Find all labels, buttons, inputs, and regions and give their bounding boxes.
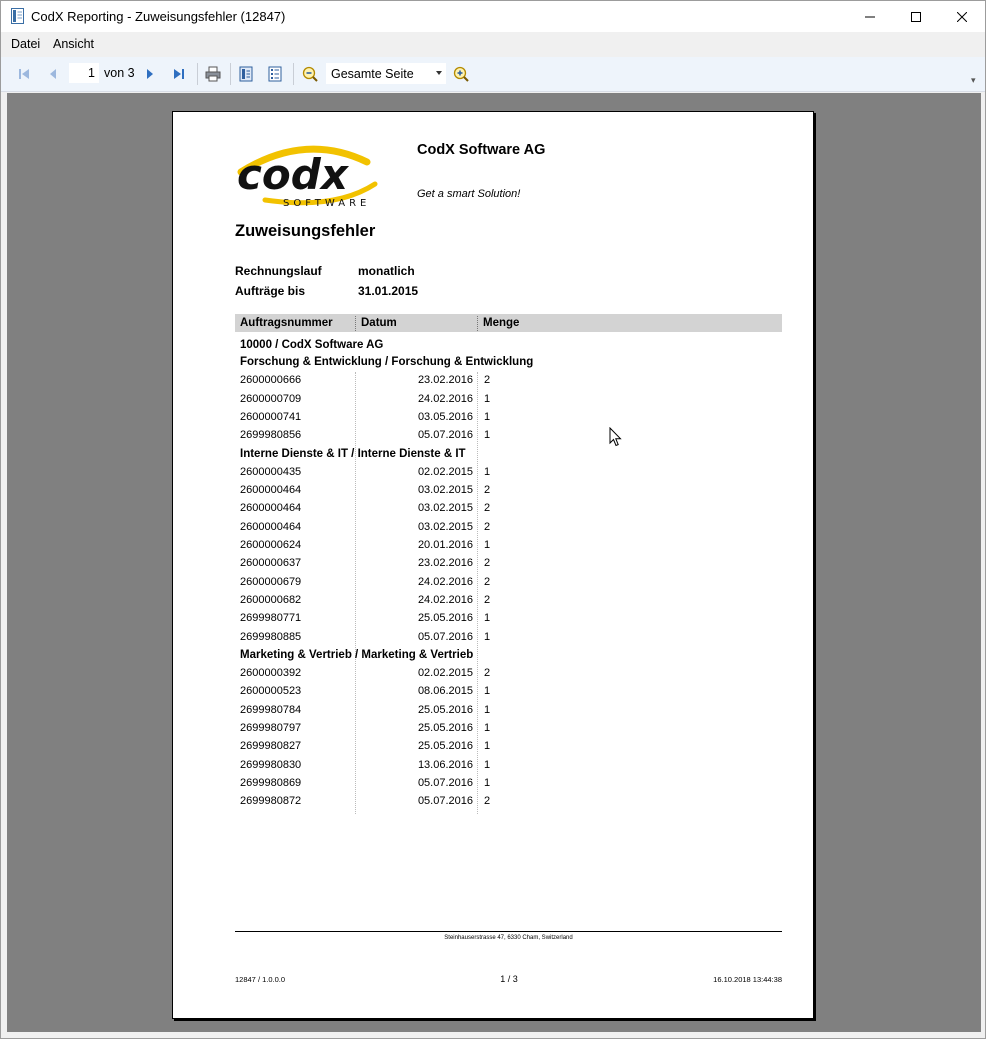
quantity-cell: 1	[484, 777, 491, 789]
order-number-cell: 2600000741	[240, 411, 302, 423]
date-cell: 25.05.2016	[417, 740, 473, 752]
order-number-cell: 2600000637	[240, 557, 302, 569]
order-number-cell: 2600000464	[240, 484, 302, 496]
column-header-order-number: Auftragsnummer	[240, 317, 333, 329]
date-cell: 03.05.2016	[417, 411, 473, 423]
menu-ansicht[interactable]: Ansicht	[53, 37, 94, 51]
quantity-cell: 1	[484, 466, 491, 478]
table-header	[235, 314, 782, 332]
page-list-icon	[267, 66, 283, 82]
order-number-cell: 2600000464	[240, 502, 302, 514]
order-number-cell: 2600000679	[240, 576, 302, 588]
order-number-cell: 2600000666	[240, 374, 302, 386]
footer-page-number: 1 / 3	[500, 974, 518, 984]
date-cell: 05.07.2016	[417, 429, 473, 441]
company-group-header: 10000 / CodX Software AG	[240, 339, 384, 351]
order-number-cell: 2699980830	[240, 759, 302, 771]
date-cell: 24.02.2016	[417, 576, 473, 588]
param-label: Rechnungslauf	[235, 264, 322, 278]
date-cell: 02.02.2015	[417, 667, 473, 679]
title-bar	[1, 1, 985, 32]
param-value: 31.01.2015	[358, 284, 419, 298]
close-button[interactable]	[939, 1, 985, 32]
quantity-cell: 2	[484, 667, 491, 679]
quantity-cell: 1	[484, 631, 491, 643]
quantity-cell: 2	[484, 557, 491, 569]
quantity-cell: 2	[484, 374, 491, 386]
column-separator	[355, 316, 356, 331]
order-number-cell: 2699980797	[240, 722, 302, 734]
zoom-in-button[interactable]	[452, 65, 470, 83]
toolbar-separator	[197, 63, 198, 85]
last-page-icon	[172, 67, 186, 81]
group-header: Marketing & Vertrieb / Marketing & Vertrieb	[240, 648, 474, 661]
quantity-cell: 1	[484, 393, 491, 405]
group-header: Forschung & Entwicklung / Forschung & Entwicklung	[240, 356, 534, 368]
column-header-date: Datum	[361, 317, 397, 329]
zoom-in-icon	[453, 66, 469, 82]
page-layout-icon	[238, 66, 254, 82]
last-page-button[interactable]	[170, 65, 188, 83]
minimize-icon	[865, 12, 875, 22]
order-number-cell: 2600000523	[240, 685, 302, 697]
quantity-cell: 1	[484, 759, 491, 771]
quantity-cell: 1	[484, 429, 491, 441]
date-cell: 03.02.2015	[417, 502, 473, 514]
column-divider	[355, 372, 356, 814]
column-header-quantity: Menge	[483, 317, 520, 329]
multi-page-view-button[interactable]	[266, 65, 284, 83]
company-name: CodX Software AG	[417, 142, 546, 158]
window-title: CodX Reporting - Zuweisungsfehler (12847)	[31, 9, 286, 24]
zoom-select-value: Gesamte Seite	[331, 67, 414, 81]
quantity-cell: 2	[484, 521, 491, 533]
order-number-cell: 2600000709	[240, 393, 302, 405]
column-divider	[477, 372, 478, 814]
toolbar-separator	[230, 63, 231, 85]
date-cell: 24.02.2016	[417, 393, 473, 405]
param-label: Aufträge bis	[235, 284, 306, 298]
date-cell: 13.06.2016	[417, 759, 473, 771]
menu-datei[interactable]: Datei	[11, 37, 41, 51]
report-title: Zuweisungsfehler	[235, 222, 376, 240]
close-icon	[957, 12, 967, 22]
quantity-cell: 2	[484, 795, 491, 807]
chevron-down-icon	[436, 71, 442, 75]
report-app-icon	[11, 8, 24, 24]
toolbar	[1, 57, 985, 92]
logo-subtext: SOFTWARE	[283, 198, 371, 208]
date-cell: 25.05.2016	[417, 704, 473, 716]
next-page-icon	[143, 67, 157, 81]
order-number-cell: 2699980856	[240, 429, 302, 441]
quantity-cell: 1	[484, 740, 491, 752]
order-number-cell: 2600000624	[240, 539, 302, 551]
footer-report-id: 12847 / 1.0.0.0	[235, 975, 286, 984]
printer-icon	[205, 66, 221, 82]
previous-page-button[interactable]	[44, 65, 62, 83]
order-number-cell: 2699980872	[240, 795, 302, 807]
date-cell: 05.07.2016	[417, 795, 473, 807]
single-page-view-button[interactable]	[237, 65, 255, 83]
date-cell: 08.06.2015	[417, 685, 473, 697]
first-page-icon	[17, 67, 31, 81]
date-cell: 05.07.2016	[417, 631, 473, 643]
quantity-cell: 2	[484, 576, 491, 588]
order-number-cell: 2600000464	[240, 521, 302, 533]
minimize-button[interactable]	[847, 1, 893, 32]
order-number-cell: 2600000682	[240, 594, 302, 606]
date-cell: 02.02.2015	[417, 466, 473, 478]
date-cell: 25.05.2016	[417, 722, 473, 734]
next-page-button[interactable]	[141, 65, 159, 83]
company-slogan: Get a smart Solution!	[417, 188, 521, 200]
mouse-cursor-icon	[609, 427, 623, 447]
quantity-cell: 1	[484, 411, 491, 423]
zoom-out-button[interactable]	[301, 65, 319, 83]
toolbar-separator	[293, 63, 294, 85]
order-number-cell: 2699980827	[240, 740, 302, 752]
codx-logo	[235, 140, 390, 208]
quantity-cell: 1	[484, 685, 491, 697]
date-cell: 25.05.2016	[417, 612, 473, 624]
order-number-cell: 2699980771	[240, 612, 302, 624]
menu-bar	[1, 32, 985, 56]
date-cell: 05.07.2016	[417, 777, 473, 789]
report-page	[172, 111, 814, 1019]
toolbar-overflow-button[interactable]: ▾	[971, 75, 976, 85]
maximize-icon	[911, 12, 921, 22]
column-separator	[477, 316, 478, 331]
param-value: monatlich	[358, 264, 415, 278]
first-page-button[interactable]	[15, 65, 33, 83]
order-number-cell: 2699980869	[240, 777, 302, 789]
quantity-cell: 1	[484, 612, 491, 624]
quantity-cell: 1	[484, 722, 491, 734]
previous-page-icon	[46, 67, 60, 81]
print-button[interactable]	[204, 65, 222, 83]
order-number-cell: 2699980885	[240, 631, 302, 643]
order-number-cell: 2699980784	[240, 704, 302, 716]
logo-text: codx	[237, 150, 348, 199]
footer-timestamp: 16.10.2018 13:44:38	[713, 975, 782, 984]
page-number-input[interactable]: 1	[69, 63, 99, 83]
quantity-cell: 1	[484, 704, 491, 716]
page-count-label: von 3	[104, 66, 135, 80]
date-cell: 20.01.2016	[417, 539, 473, 551]
date-cell: 23.02.2016	[417, 374, 473, 386]
date-cell: 23.02.2016	[417, 557, 473, 569]
date-cell: 03.02.2015	[417, 484, 473, 496]
footer-address: Steinhauserstrasse 47, 6330 Cham, Switzerland	[444, 935, 573, 941]
date-cell: 24.02.2016	[417, 594, 473, 606]
footer-rule	[235, 931, 782, 932]
date-cell: 03.02.2015	[417, 521, 473, 533]
quantity-cell: 1	[484, 539, 491, 551]
quantity-cell: 2	[484, 594, 491, 606]
quantity-cell: 2	[484, 484, 491, 496]
quantity-cell: 2	[484, 502, 491, 514]
maximize-button[interactable]	[893, 1, 939, 32]
zoom-out-icon	[302, 66, 318, 82]
group-header: Interne Dienste & IT / Interne Dienste & IT	[240, 447, 466, 460]
order-number-cell: 2600000435	[240, 466, 302, 478]
order-number-cell: 2600000392	[240, 667, 302, 679]
zoom-select[interactable]	[326, 63, 446, 84]
